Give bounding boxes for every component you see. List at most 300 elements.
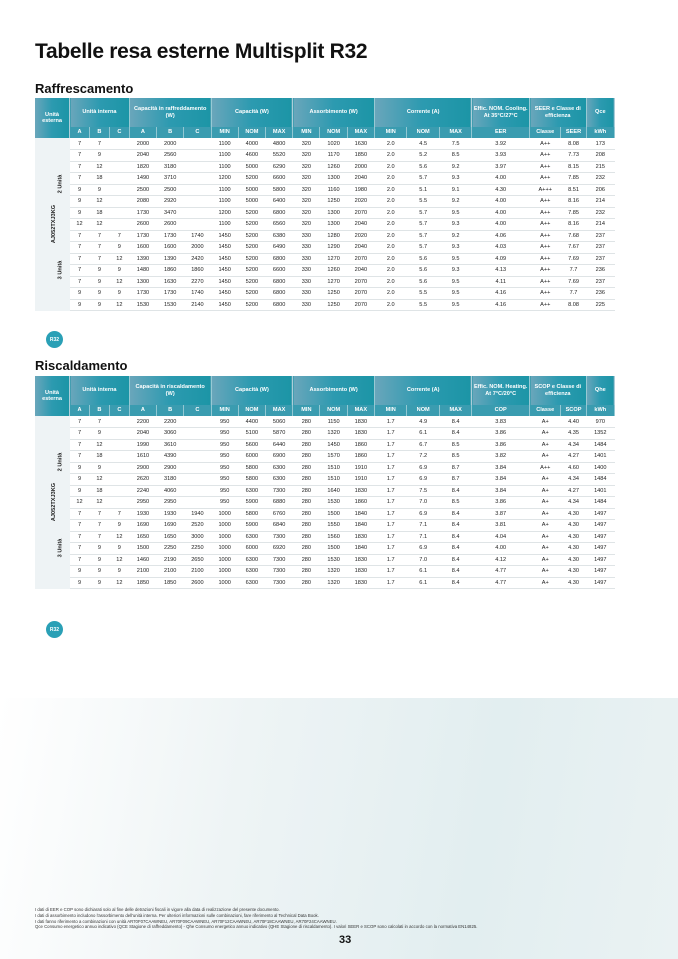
table-cell: 2000 bbox=[184, 242, 211, 254]
table-cell: 7 bbox=[89, 520, 109, 532]
table-cell: 7.5 bbox=[439, 138, 471, 150]
table-cell: 1460 bbox=[129, 554, 156, 566]
table-cell: 5870 bbox=[266, 428, 293, 440]
table-cell: 3710 bbox=[157, 173, 184, 185]
table-cell: 4.30 bbox=[561, 531, 586, 543]
table-cell: 2190 bbox=[157, 554, 184, 566]
table-cell: 5.2 bbox=[407, 150, 439, 162]
table-cell: 2040 bbox=[129, 428, 156, 440]
table-cell: 1250 bbox=[320, 196, 347, 208]
table-cell: A+ bbox=[530, 577, 561, 589]
table-cell: 12 bbox=[109, 531, 129, 543]
table-cell: 4.04 bbox=[472, 531, 530, 543]
table-cell: 1830 bbox=[347, 428, 374, 440]
table-cell: 3.93 bbox=[472, 150, 530, 162]
table-cell: 2.0 bbox=[374, 219, 406, 231]
table-cell: 3470 bbox=[157, 207, 184, 219]
table-cell: 1250 bbox=[320, 299, 347, 311]
r32-badge: R32 bbox=[46, 331, 63, 348]
table-row bbox=[35, 531, 615, 543]
table-cell: 1270 bbox=[320, 276, 347, 288]
table-cell: 3.97 bbox=[472, 161, 530, 173]
table-cell: 9 bbox=[89, 428, 109, 440]
table-cell: 4.30 bbox=[561, 508, 586, 520]
table-cell: 1510 bbox=[320, 462, 347, 474]
table-cell: 7 bbox=[70, 416, 90, 428]
table-cell: 1.7 bbox=[374, 508, 406, 520]
table-row bbox=[35, 462, 615, 474]
table-cell: 280 bbox=[293, 485, 320, 497]
subheader-cell: Classe bbox=[530, 127, 561, 138]
table-row bbox=[35, 508, 615, 520]
table-cell: 1450 bbox=[211, 230, 238, 242]
table-cell: 5800 bbox=[238, 474, 265, 486]
table-cell: 1990 bbox=[129, 439, 156, 451]
table-row bbox=[35, 173, 615, 185]
table-cell: 1450 bbox=[211, 276, 238, 288]
table-cell: 330 bbox=[293, 242, 320, 254]
table-cell: 9 bbox=[109, 520, 129, 532]
table-cell: 1497 bbox=[586, 520, 614, 532]
table-cell: 2100 bbox=[184, 566, 211, 578]
table-cell bbox=[109, 474, 129, 486]
table-cell: 1640 bbox=[320, 485, 347, 497]
group-label: 2 Unità bbox=[57, 452, 64, 472]
table-cell: 1200 bbox=[211, 207, 238, 219]
table-cell: 7 bbox=[70, 161, 90, 173]
table-cell: 1.7 bbox=[374, 474, 406, 486]
table-cell: 1840 bbox=[347, 508, 374, 520]
header-capacity: Capacità (W) bbox=[211, 98, 293, 127]
table-cell: A++ bbox=[530, 196, 561, 208]
table-cell: 3.86 bbox=[472, 497, 530, 509]
subheader-cell: MAX bbox=[439, 127, 471, 138]
table-cell: 9 bbox=[89, 288, 109, 300]
table-cell: 1860 bbox=[157, 265, 184, 277]
table-cell: 2500 bbox=[157, 184, 184, 196]
subheader-cell: MIN bbox=[374, 127, 406, 138]
table-cell bbox=[184, 207, 211, 219]
table-cell: 1830 bbox=[347, 566, 374, 578]
table-cell: 1.7 bbox=[374, 485, 406, 497]
table-cell: A+ bbox=[530, 416, 561, 428]
table-cell: 1570 bbox=[320, 451, 347, 463]
table-cell bbox=[184, 161, 211, 173]
subheader-cell: B bbox=[89, 127, 109, 138]
table-cell: 7 bbox=[70, 253, 90, 265]
table-cell: 3.84 bbox=[472, 485, 530, 497]
table-cell: 9 bbox=[70, 207, 90, 219]
table-cell: 8.7 bbox=[439, 474, 471, 486]
table-cell: A++ bbox=[530, 288, 561, 300]
heating-table bbox=[35, 376, 615, 589]
table-cell: 4.30 bbox=[561, 554, 586, 566]
table-cell: 1740 bbox=[184, 230, 211, 242]
table-cell: 8.4 bbox=[439, 577, 471, 589]
table-cell: 2600 bbox=[184, 577, 211, 589]
table-cell: 280 bbox=[293, 497, 320, 509]
header-eer-group: Effic. NOM. Cooling. At 35°C/27°C bbox=[472, 98, 530, 127]
table-cell: 7.7 bbox=[561, 288, 586, 300]
table-row bbox=[35, 474, 615, 486]
table-cell: 1500 bbox=[129, 543, 156, 555]
table-cell bbox=[184, 219, 211, 231]
table-cell: 1860 bbox=[184, 265, 211, 277]
table-row bbox=[35, 428, 615, 440]
table-cell: 1830 bbox=[347, 531, 374, 543]
table-cell: A+ bbox=[530, 566, 561, 578]
table-row bbox=[35, 543, 615, 555]
footnote: Qce Consumo energetico annuo indicativo (QCE Stagione di raffreddamento) - Qhe Consumo energetico annuo indicativo (QHE Stagione di riscaldamento). I valori SEER e SCOP sono calcolati in accordo con la normativa EN14825. bbox=[35, 924, 478, 930]
table-cell: 3.83 bbox=[472, 416, 530, 428]
table-cell: 1000 bbox=[211, 520, 238, 532]
table-cell: 6000 bbox=[238, 543, 265, 555]
table-cell bbox=[109, 462, 129, 474]
table-cell: 5200 bbox=[238, 230, 265, 242]
table-cell: 1497 bbox=[586, 531, 614, 543]
table-cell: 9.2 bbox=[439, 196, 471, 208]
header-current: Corrente (A) bbox=[374, 376, 471, 405]
table-cell: 1401 bbox=[586, 485, 614, 497]
subheader-cell: A bbox=[129, 127, 156, 138]
subheader-cell: MAX bbox=[347, 127, 374, 138]
table-cell: 2.0 bbox=[374, 288, 406, 300]
table-cell: 1290 bbox=[320, 242, 347, 254]
table-row bbox=[35, 577, 615, 589]
table-cell: 7300 bbox=[266, 577, 293, 589]
table-cell: 6880 bbox=[266, 497, 293, 509]
table-row bbox=[35, 554, 615, 566]
table-cell: A++ bbox=[530, 462, 561, 474]
table-cell: 1830 bbox=[347, 416, 374, 428]
table-cell: 3.84 bbox=[472, 474, 530, 486]
table-cell: 12 bbox=[70, 497, 90, 509]
table-cell: 1260 bbox=[320, 265, 347, 277]
footnotes bbox=[35, 907, 635, 930]
heating-section-title: Riscaldamento bbox=[35, 358, 128, 373]
table-cell: 1100 bbox=[211, 161, 238, 173]
table-cell: 9 bbox=[89, 299, 109, 311]
footnote: I dati di assorbimento includono l'assorbimento dell'unità interna. Per ulteriori informazioni sulle combinazioni, fare riferimento al Technical Data Book. bbox=[35, 912, 319, 918]
table-cell: 2070 bbox=[347, 253, 374, 265]
table-cell bbox=[184, 462, 211, 474]
table-cell: 7 bbox=[70, 520, 90, 532]
table-cell: 9.3 bbox=[439, 173, 471, 185]
table-cell: 5520 bbox=[266, 150, 293, 162]
table-cell: 5900 bbox=[238, 497, 265, 509]
table-cell: 2950 bbox=[129, 497, 156, 509]
table-cell: 320 bbox=[293, 184, 320, 196]
table-cell: 7 bbox=[70, 276, 90, 288]
table-cell: 330 bbox=[293, 288, 320, 300]
table-cell: 236 bbox=[586, 265, 614, 277]
table-cell: 2900 bbox=[129, 462, 156, 474]
table-cell bbox=[109, 184, 129, 196]
table-row bbox=[35, 253, 615, 265]
table-cell: 8.5 bbox=[439, 150, 471, 162]
table-cell: 4.09 bbox=[472, 253, 530, 265]
table-cell: 1.7 bbox=[374, 428, 406, 440]
table-cell: 5.5 bbox=[407, 299, 439, 311]
table-cell: 7 bbox=[70, 150, 90, 162]
table-cell bbox=[184, 474, 211, 486]
table-cell: A++ bbox=[530, 242, 561, 254]
table-cell: 3000 bbox=[184, 531, 211, 543]
table-cell: 12 bbox=[89, 439, 109, 451]
table-cell: 237 bbox=[586, 253, 614, 265]
subheader-cell: A bbox=[70, 127, 90, 138]
table-row bbox=[35, 416, 615, 428]
table-row bbox=[35, 196, 615, 208]
table-cell bbox=[184, 196, 211, 208]
subheader-cell: NOM bbox=[320, 127, 347, 138]
table-cell: 3.84 bbox=[472, 462, 530, 474]
table-cell: 5.6 bbox=[407, 161, 439, 173]
table-cell: 232 bbox=[586, 173, 614, 185]
table-cell bbox=[109, 196, 129, 208]
table-cell: 8.4 bbox=[439, 485, 471, 497]
table-cell: 2.0 bbox=[374, 150, 406, 162]
table-cell: 1484 bbox=[586, 474, 614, 486]
table-cell: 7 bbox=[70, 242, 90, 254]
table-cell: 214 bbox=[586, 196, 614, 208]
table-cell: A+ bbox=[530, 451, 561, 463]
subheader-cell: SCOP bbox=[561, 405, 586, 416]
table-cell: 4.30 bbox=[561, 577, 586, 589]
group-label: 3 Unità bbox=[57, 260, 64, 280]
table-cell: 330 bbox=[293, 253, 320, 265]
footnote: I dati fanno riferimento a combinazioni con unità AR70F07CAAWNEU, AR70F09CAAWNEU, AR70F12CAAWNEU, AR70F18CAAWNEU, AR70F24CAAWNEU. bbox=[35, 918, 337, 924]
table-cell: 5000 bbox=[238, 196, 265, 208]
table-cell: 9 bbox=[109, 265, 129, 277]
table-cell: 1850 bbox=[129, 577, 156, 589]
table-cell: 1630 bbox=[347, 138, 374, 150]
table-cell: 1530 bbox=[320, 554, 347, 566]
table-cell: 280 bbox=[293, 428, 320, 440]
table-cell: 950 bbox=[211, 416, 238, 428]
table-cell: 5.1 bbox=[407, 184, 439, 196]
table-cell: 6300 bbox=[238, 531, 265, 543]
subheader-cell: MAX bbox=[266, 127, 293, 138]
table-cell: 1980 bbox=[347, 184, 374, 196]
table-cell: 4.13 bbox=[472, 265, 530, 277]
table-cell: 232 bbox=[586, 207, 614, 219]
table-cell: 1480 bbox=[129, 265, 156, 277]
table-cell: 237 bbox=[586, 276, 614, 288]
table-cell: A+ bbox=[530, 508, 561, 520]
table-cell: 2070 bbox=[347, 288, 374, 300]
table-cell: 8.5 bbox=[439, 439, 471, 451]
table-cell: 950 bbox=[211, 428, 238, 440]
table-cell: 1.7 bbox=[374, 451, 406, 463]
page-number: 33 bbox=[339, 934, 352, 946]
table-cell: A+ bbox=[530, 520, 561, 532]
table-cell: 330 bbox=[293, 299, 320, 311]
table-cell: 6290 bbox=[266, 161, 293, 173]
model-label: AJ052TXJ3KG bbox=[51, 483, 58, 522]
table-cell: 1850 bbox=[157, 577, 184, 589]
table-cell: 2920 bbox=[157, 196, 184, 208]
table-cell: 2070 bbox=[347, 207, 374, 219]
table-cell: 9 bbox=[89, 543, 109, 555]
table-cell: 9 bbox=[89, 276, 109, 288]
table-cell: 9.5 bbox=[439, 207, 471, 219]
table-cell: 2270 bbox=[184, 276, 211, 288]
table-cell: 2.0 bbox=[374, 230, 406, 242]
table-cell: 950 bbox=[211, 485, 238, 497]
table-cell: 950 bbox=[211, 474, 238, 486]
table-cell: 3.86 bbox=[472, 439, 530, 451]
table-cell: 1530 bbox=[129, 299, 156, 311]
table-cell: 7 bbox=[89, 508, 109, 520]
table-cell: 7300 bbox=[266, 554, 293, 566]
table-cell: 320 bbox=[293, 207, 320, 219]
table-cell bbox=[109, 219, 129, 231]
table-cell: 2500 bbox=[129, 184, 156, 196]
table-cell: 4390 bbox=[157, 451, 184, 463]
table-cell: 5200 bbox=[238, 299, 265, 311]
table-cell: 1280 bbox=[320, 230, 347, 242]
table-cell: 3180 bbox=[157, 474, 184, 486]
r32-badge: R32 bbox=[46, 621, 63, 638]
table-cell: A+ bbox=[530, 497, 561, 509]
header-qce: Qce bbox=[586, 98, 614, 127]
table-cell: 1250 bbox=[320, 288, 347, 300]
table-cell: 6400 bbox=[266, 196, 293, 208]
table-cell: 12 bbox=[89, 497, 109, 509]
table-cell: 7.0 bbox=[407, 554, 439, 566]
table-cell: 1160 bbox=[320, 184, 347, 196]
table-cell: 9 bbox=[109, 288, 129, 300]
table-cell: A++ bbox=[530, 253, 561, 265]
table-cell: 206 bbox=[586, 184, 614, 196]
table-cell: 6.9 bbox=[407, 462, 439, 474]
table-cell: 280 bbox=[293, 531, 320, 543]
table-cell: 280 bbox=[293, 439, 320, 451]
table-cell: 8.4 bbox=[439, 508, 471, 520]
table-cell: 4000 bbox=[238, 138, 265, 150]
table-cell: 5.7 bbox=[407, 173, 439, 185]
table-cell: 8.16 bbox=[561, 196, 586, 208]
table-cell: 6.1 bbox=[407, 428, 439, 440]
table-cell bbox=[184, 138, 211, 150]
table-cell: 2.0 bbox=[374, 276, 406, 288]
table-cell: 7.2 bbox=[407, 451, 439, 463]
table-cell: 5900 bbox=[238, 520, 265, 532]
table-cell: 1850 bbox=[347, 150, 374, 162]
table-cell: 4.00 bbox=[472, 219, 530, 231]
table-row bbox=[35, 219, 615, 231]
table-cell: 4.27 bbox=[561, 451, 586, 463]
table-cell: 6440 bbox=[266, 439, 293, 451]
table-cell: 8.08 bbox=[561, 138, 586, 150]
table-cell: 6600 bbox=[266, 173, 293, 185]
table-cell: 7 bbox=[70, 265, 90, 277]
header-absorption: Assorbimento (W) bbox=[293, 376, 375, 405]
table-cell: 2040 bbox=[347, 173, 374, 185]
table-cell: 6300 bbox=[266, 462, 293, 474]
table-cell: 12 bbox=[109, 577, 129, 589]
table-cell: 1.7 bbox=[374, 520, 406, 532]
table-cell: 1.7 bbox=[374, 439, 406, 451]
table-cell: A+ bbox=[530, 428, 561, 440]
table-cell: 3.92 bbox=[472, 138, 530, 150]
subheader-cell: NOM bbox=[238, 405, 265, 416]
table-cell: 1860 bbox=[347, 451, 374, 463]
table-cell: 4.34 bbox=[561, 439, 586, 451]
table-cell: 2000 bbox=[347, 161, 374, 173]
table-row bbox=[35, 150, 615, 162]
table-cell: 9 bbox=[89, 577, 109, 589]
table-cell: 1497 bbox=[586, 543, 614, 555]
header-current: Corrente (A) bbox=[374, 98, 471, 127]
subheader-cell: MIN bbox=[293, 405, 320, 416]
subheader-cell: COP bbox=[472, 405, 530, 416]
table-cell: 2100 bbox=[129, 566, 156, 578]
table-cell: 6840 bbox=[266, 520, 293, 532]
table-cell: A++ bbox=[530, 265, 561, 277]
table-cell: 5200 bbox=[238, 253, 265, 265]
table-cell: 9.5 bbox=[439, 253, 471, 265]
header-seer-group: SEER e Classe di efficienza bbox=[530, 98, 587, 127]
table-cell: 4.35 bbox=[561, 428, 586, 440]
table-cell: 12 bbox=[70, 219, 90, 231]
table-cell bbox=[109, 150, 129, 162]
table-cell: 1690 bbox=[129, 520, 156, 532]
table-cell: 1600 bbox=[157, 242, 184, 254]
table-cell: 1320 bbox=[320, 428, 347, 440]
table-cell: 280 bbox=[293, 520, 320, 532]
table-cell: 1910 bbox=[347, 474, 374, 486]
table-cell: 6380 bbox=[266, 230, 293, 242]
table-cell: 4.00 bbox=[472, 196, 530, 208]
table-cell: 1730 bbox=[157, 288, 184, 300]
table-cell: 2420 bbox=[184, 253, 211, 265]
table-cell: 5200 bbox=[238, 288, 265, 300]
table-cell: 5.7 bbox=[407, 242, 439, 254]
table-cell: 1150 bbox=[320, 416, 347, 428]
subheader-cell: EER bbox=[472, 127, 530, 138]
subheader-cell: C bbox=[109, 127, 129, 138]
table-cell: 1300 bbox=[320, 207, 347, 219]
table-cell: 9 bbox=[109, 566, 129, 578]
table-cell: 4.00 bbox=[472, 207, 530, 219]
table-cell: 4.77 bbox=[472, 577, 530, 589]
table-cell: 1450 bbox=[211, 265, 238, 277]
table-cell: A+ bbox=[530, 531, 561, 543]
table-cell: 173 bbox=[586, 138, 614, 150]
table-cell: A+ bbox=[530, 543, 561, 555]
table-cell: 2140 bbox=[184, 299, 211, 311]
table-cell: 4.30 bbox=[561, 566, 586, 578]
table-cell: A++ bbox=[530, 150, 561, 162]
table-cell: 6800 bbox=[266, 276, 293, 288]
table-cell: 7.68 bbox=[561, 230, 586, 242]
table-cell: 7 bbox=[89, 242, 109, 254]
table-cell: 1830 bbox=[347, 485, 374, 497]
table-cell: 7.1 bbox=[407, 520, 439, 532]
table-cell: 6.9 bbox=[407, 474, 439, 486]
table-cell: 6.7 bbox=[407, 439, 439, 451]
table-cell: 1840 bbox=[347, 543, 374, 555]
table-cell: 2100 bbox=[157, 566, 184, 578]
table-cell: 7 bbox=[70, 531, 90, 543]
table-cell: 2.0 bbox=[374, 161, 406, 173]
table-cell: 6800 bbox=[266, 253, 293, 265]
table-cell: 2600 bbox=[157, 219, 184, 231]
table-cell: 2.0 bbox=[374, 265, 406, 277]
table-cell: 950 bbox=[211, 439, 238, 451]
